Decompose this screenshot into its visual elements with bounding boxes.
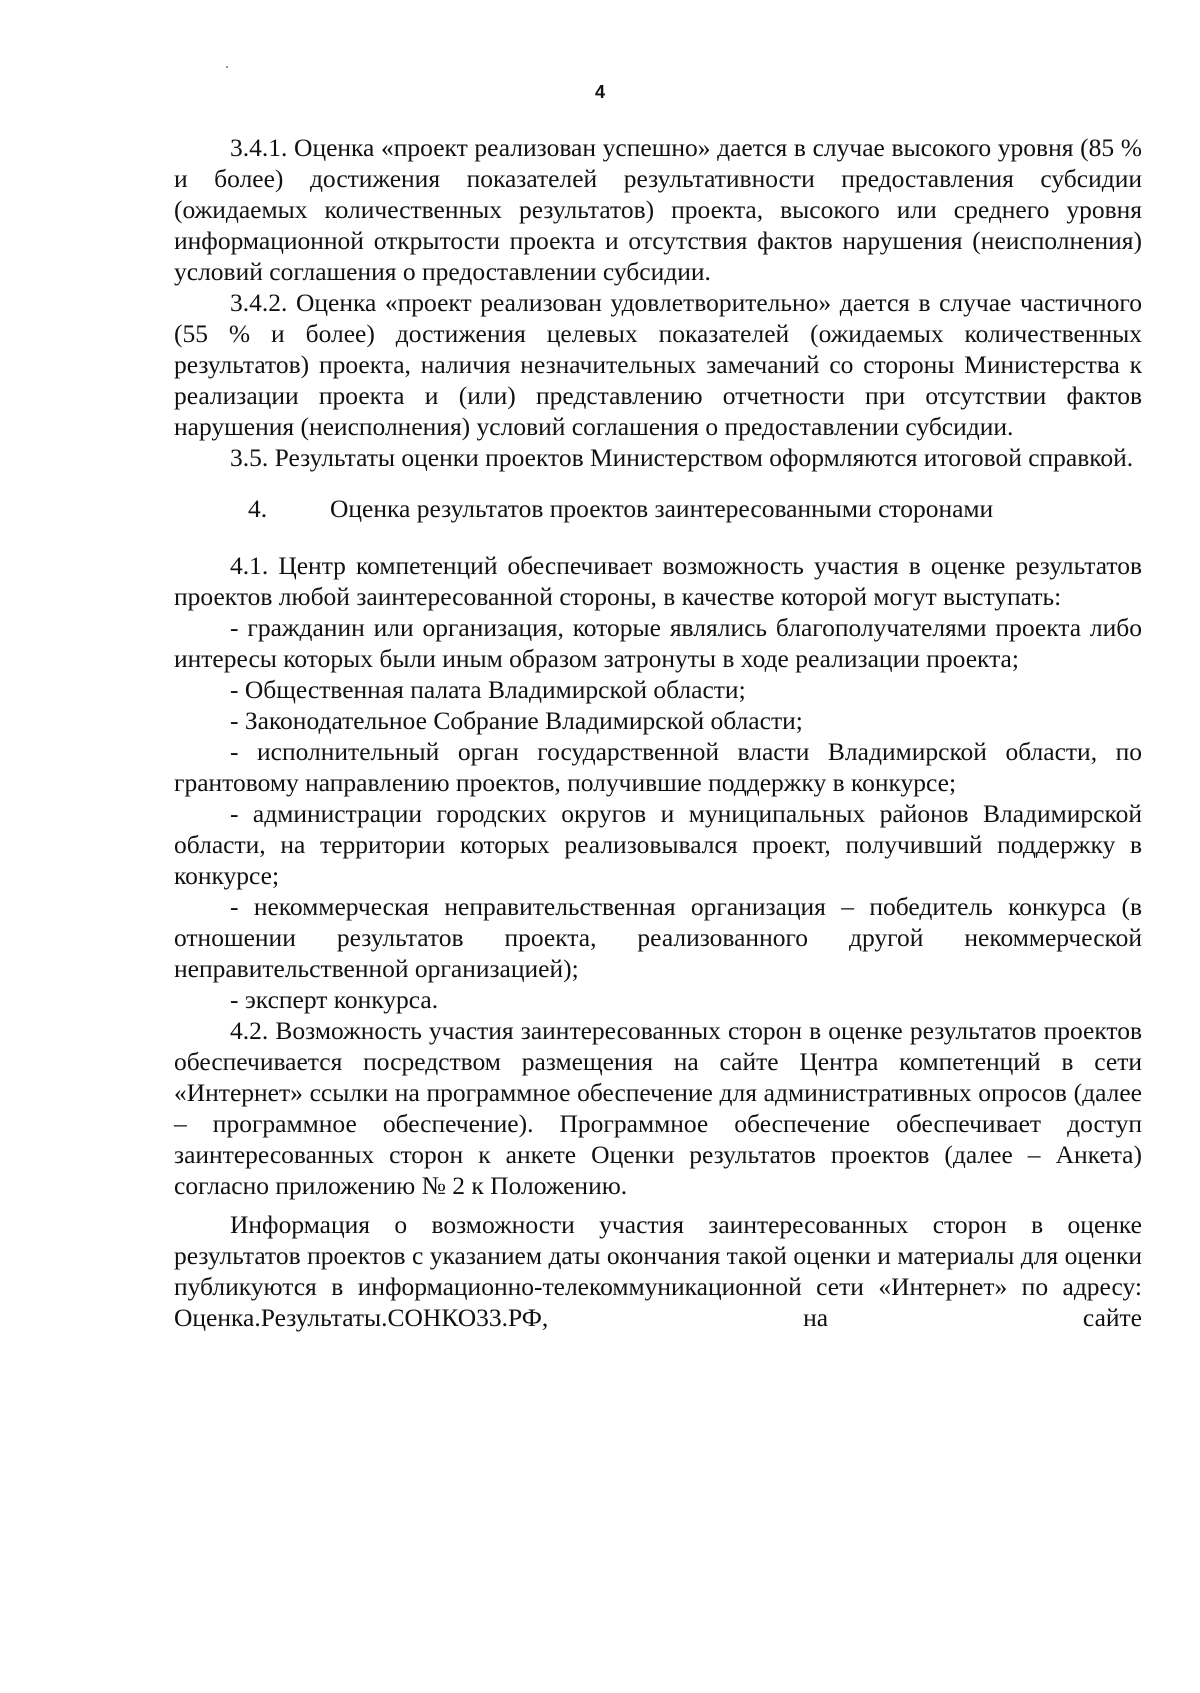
paragraph-4-2: 4.2. Возможность участия заинтересованных сторон в оценке результатов проектов обеспечивается посредством размещения на сайте Центра компетенций в сети «Интернет» ссылки на программное обеспечение для административных опросов (далее – программное обеспечение). Программное обеспечение обеспечивает доступ заинтересованных сторон к анкете Оценки результатов проектов (далее – Анкета) согласно приложению № 2 к Положению.: [174, 1016, 1142, 1200]
page-number: 4: [594, 82, 605, 102]
list-item-administrations: - администрации городских округов и муниципальных районов Владимирской области, на территории которых реализовывался проект, получивший поддержку в конкурсе;: [174, 799, 1142, 890]
list-item-expert: - эксперт конкурса.: [230, 985, 439, 1014]
section-4-title: Оценка результатов проектов заинтересованными сторонами: [330, 494, 994, 523]
section-4-number: 4.: [248, 494, 268, 523]
list-item-nonprofit-winner: - некоммерческая неправительственная организация – победитель конкурса (в отношении результатов проекта, реализованного другой некоммерческой неправительственной организацией);: [174, 892, 1142, 983]
section-4-heading: [174, 493, 1142, 524]
paragraph-3-5: 3.5. Результаты оценки проектов Министерством оформляются итоговой справкой.: [230, 443, 1134, 472]
paragraph-information: Информация о возможности участия заинтересованных сторон в оценке результатов проектов с указанием даты окончания такой оценки и материалы для оценки публикуются в информационно-телекоммуникационной сети «Интернет» по адресу: Оценка.Результаты.СОНКО33.РФ, на сайте: [174, 1210, 1142, 1332]
list-item-legislative-assembly: - Законодательное Собрание Владимирской области;: [230, 706, 803, 735]
document-body: [174, 132, 1142, 1333]
paragraph-3-4-2: 3.4.2. Оценка «проект реализован удовлетворительно» дается в случае частичного (55 % и более) достижения целевых показателей (ожидаемых количественных результатов) проекта, наличия незначительных замечаний со стороны Министерства к реализации проекта и (или) представлению отчетности при отсутствии фактов нарушения (неисполнения) условий соглашения о предоставлении субсидии.: [174, 288, 1142, 441]
paragraph-4-1: 4.1. Центр компетенций обеспечивает возможность участия в оценке результатов проектов любой заинтересованной стороны, в качестве которой могут выступать:: [174, 551, 1142, 611]
scan-speck: [226, 66, 228, 68]
list-item-public-chamber: - Общественная палата Владимирской области;: [230, 675, 746, 704]
list-item-citizen: - гражданин или организация, которые являлись благополучателями проекта либо интересы которых были иным образом затронуты в ходе реализации проекта;: [174, 613, 1142, 673]
paragraph-3-4-1: 3.4.1. Оценка «проект реализован успешно» дается в случае высокого уровня (85 % и более) достижения показателей результативности предоставления субсидии (ожидаемых количественных результатов) проекта, высокого или среднего уровня информационной открытости проекта и отсутствия фактов нарушения (неисполнения) условий соглашения о предоставлении субсидии.: [174, 133, 1142, 286]
list-item-executive-body: - исполнительный орган государственной власти Владимирской области, по грантовому направлению проектов, получившие поддержку в конкурсе;: [174, 737, 1142, 797]
